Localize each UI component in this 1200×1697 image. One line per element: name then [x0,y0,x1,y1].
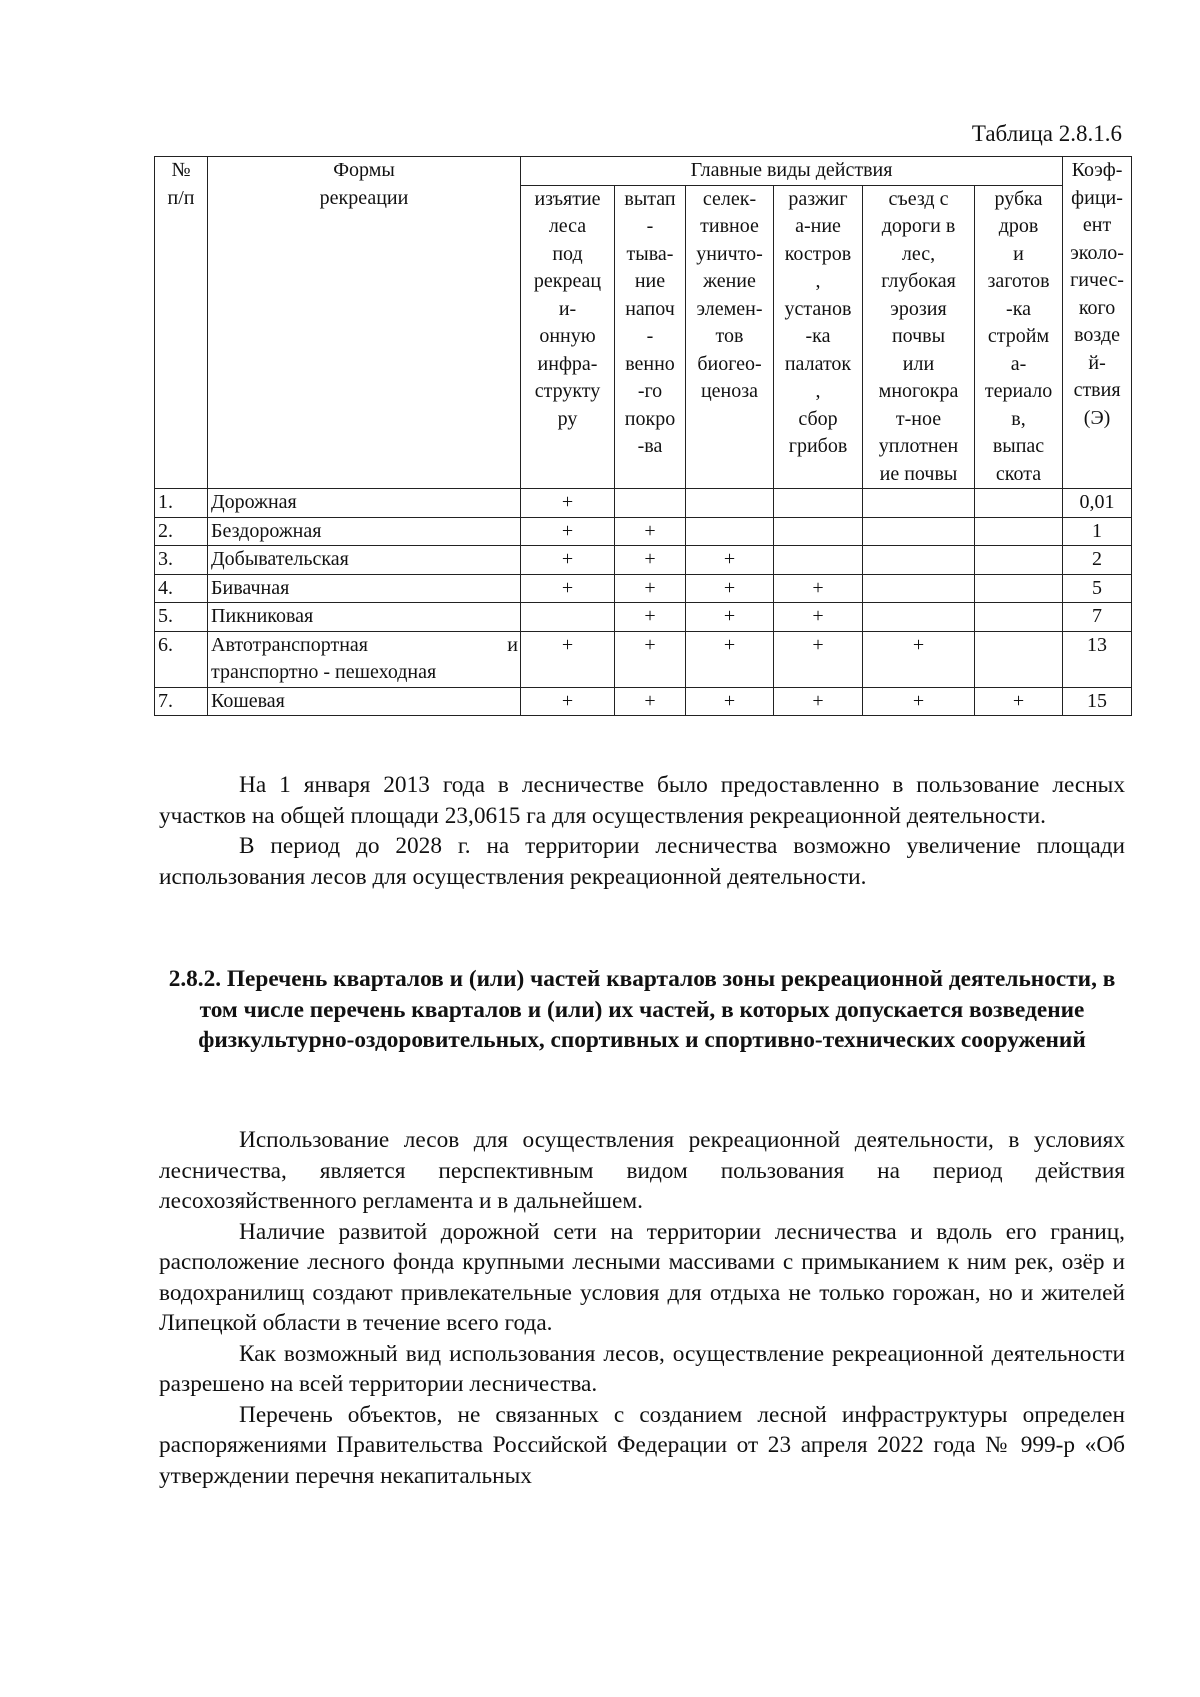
header-forms: Формы рекреации [208,157,521,489]
row-mark [774,489,863,518]
row-mark [863,574,975,603]
row-coef: 2 [1063,546,1132,575]
row-mark [686,517,774,546]
section-heading: 2.8.2. Перечень кварталов и (или) частей кварталов зоны рекреационной деятельности, в том числе перечень кварталов и (или) их частей, в которых допускается возведение физкультурно-оздоровительных, спортивных и спортивно-технических сооружений [168,966,1116,1053]
row-mark [975,517,1063,546]
table-row [155,546,1132,575]
row-mark [774,517,863,546]
row-mark [615,489,686,518]
header-action-1: изъятие леса под рекреац и- онную инфра- структу ру [521,185,615,489]
header-action-4: разжиг а-ние костров , установ -ка палаток , сбор грибов [774,185,863,489]
row-mark: + [863,687,975,716]
paragraph: Перечень объектов, не связанных с созданием лесной инфраструктуры определен распоряжениями Правительства Российской Федерации от 23 апреля 2022 года № 999-р «Об утверждении перечня некапитальных [159,1401,1125,1489]
table-row [155,687,1132,716]
header-main-actions: Главные виды действия [521,157,1063,186]
table-row [155,517,1132,546]
table-header-row [155,157,1132,186]
row-form-line2: транспортно - пешеходная [211,661,437,683]
paragraph: Как возможный вид использования лесов, осуществление рекреационной деятельности разрешено на всей территории лесничества. [159,1340,1125,1397]
table-row [155,603,1132,632]
row-mark: + [686,603,774,632]
row-mark [521,603,615,632]
row-mark: + [774,603,863,632]
row-form: Кошевая [208,687,521,716]
table-caption: Таблица 2.8.1.6 [971,121,1122,146]
row-mark: + [975,687,1063,716]
recreation-forms-table [154,156,1132,716]
row-coef: 13 [1063,631,1132,687]
row-form: Дорожная [208,489,521,518]
row-mark: + [615,631,686,687]
row-mark: + [521,546,615,575]
row-num: 1. [155,489,208,518]
row-form-line1: Автотранспортная [211,633,369,656]
row-num: 6. [155,631,208,687]
row-mark [863,517,975,546]
header-action-3: селек- тивное уничто- жение элемен- тов биогео- ценоза [686,185,774,489]
row-mark: + [521,574,615,603]
row-form: Добывательская [208,546,521,575]
row-mark: + [686,631,774,687]
row-mark [774,546,863,575]
header-action-5: съезд с дороги в лес, глубокая эрозия почвы или многокра т-ное уплотнен ие почвы [863,185,975,489]
row-form: Бивачная [208,574,521,603]
row-mark: + [686,546,774,575]
header-action-2: вытап - тыва- ние напоч - венно -го покро -ва [615,185,686,489]
row-num: 2. [155,517,208,546]
header-num: № п/п [155,157,208,489]
row-num: 7. [155,687,208,716]
header-coefficient: Коэф- фици- ент эколо- гичес- кого возде й- ствия (Э) [1063,157,1132,489]
row-mark [975,489,1063,518]
row-mark [975,574,1063,603]
row-coef: 5 [1063,574,1132,603]
intro-paragraphs [159,770,1125,892]
paragraph: В период до 2028 г. на территории лесничества возможно увеличение площади использования лесов для осуществления рекреационной деятельности. [159,833,1125,890]
row-mark: + [686,574,774,603]
row-mark: + [863,631,975,687]
row-mark [863,546,975,575]
row-mark: + [774,687,863,716]
row-coef: 15 [1063,687,1132,716]
row-form-line1-end: и [507,633,518,656]
row-form [208,631,521,687]
row-mark: + [615,517,686,546]
table-row [155,631,1132,687]
row-mark [975,603,1063,632]
row-mark: + [774,631,863,687]
section-paragraphs [159,1125,1125,1491]
paragraph: Наличие развитой дорожной сети на территории лесничества и вдоль его границ, расположение лесного фонда крупными лесными массивами с примыканием к ним рек, озёр и водохранилищ создают привлекательные условия для отдыха не только горожан, но и жителей Липецкой области в течение всего года. [159,1218,1125,1336]
row-mark [975,546,1063,575]
row-mark: + [615,546,686,575]
table-row [155,489,1132,518]
row-mark: + [615,574,686,603]
row-mark: + [615,687,686,716]
row-mark: + [686,687,774,716]
row-num: 3. [155,546,208,575]
paragraph: На 1 января 2013 года в лесничестве было предоставленно в пользование лесных участков на общей площади 23,0615 га для осуществления рекреационной деятельности. [159,772,1125,829]
row-num: 4. [155,574,208,603]
row-coef: 0,01 [1063,489,1132,518]
row-form: Бездорожная [208,517,521,546]
row-coef: 7 [1063,603,1132,632]
row-mark: + [521,489,615,518]
table-row [155,574,1132,603]
paragraph: Использование лесов для осуществления рекреационной деятельности, в условиях лесничества, является перспективным видом пользования на период действия лесохозяйственного регламента и в дальнейшем. [159,1127,1125,1214]
header-action-6: рубка дров и заготов -ка стройм а- териало в, выпас скота [975,185,1063,489]
row-num: 5. [155,603,208,632]
row-mark: + [615,603,686,632]
row-mark: + [521,517,615,546]
row-coef: 1 [1063,517,1132,546]
row-mark: + [774,574,863,603]
row-mark [975,631,1063,687]
row-mark [863,489,975,518]
row-mark [686,489,774,518]
row-mark [863,603,975,632]
row-mark: + [521,631,615,687]
row-form: Пикниковая [208,603,521,632]
row-mark: + [521,687,615,716]
